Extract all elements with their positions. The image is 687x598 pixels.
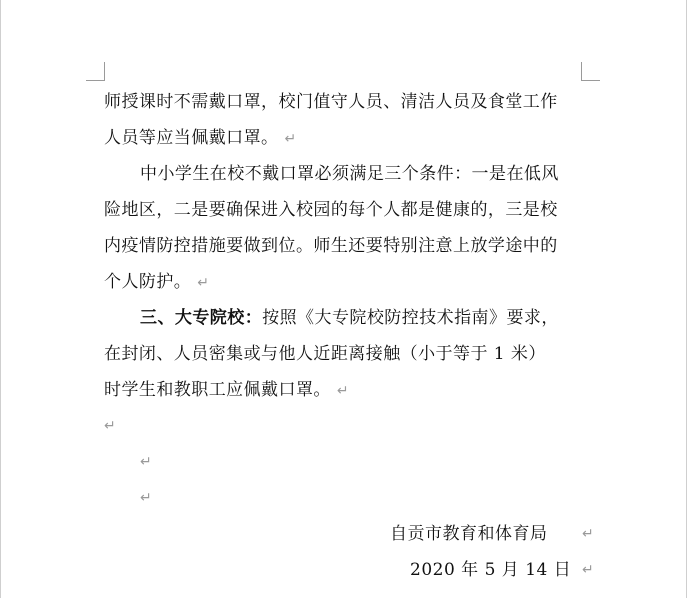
issuer-name: 自贡市教育和体育局 [390,524,548,544]
issue-date: 2020 年 5 月 14 日 [410,560,572,580]
signature-issuer-line [104,516,594,552]
paragraph-mark-icon: ↵ [197,275,210,291]
top-left-margin-mark [86,62,105,81]
text-line: 时学生和教职工应佩戴口罩。 ↵ [104,380,350,400]
empty-paragraph [104,408,582,444]
page-left-edge [0,0,1,598]
section-heading: 三、大专院校： [140,308,263,328]
document-body[interactable] [104,84,594,588]
paragraph-mark-icon: ↵ [284,131,297,147]
empty-paragraph [104,444,582,480]
text-line: 人员等应当佩戴口罩。 ↵ [104,128,297,148]
text-line: 内疫情防控措施要做到位。师生还要特别注意上放学途中的 [104,236,558,256]
paragraph-mark-icon: ↵ [336,383,350,399]
text-line: 险地区，二是要确保进入校园的每个人都是健康的，三是校 [104,200,558,220]
paragraph-mark-icon: ↵ [140,490,152,506]
text-line: 师授课时不需戴口罩，校门值守人员、清洁人员及食堂工作 [104,92,558,112]
top-right-margin-mark [581,62,600,81]
empty-paragraph [104,480,582,516]
text-line: 个人防护。 ↵ [104,272,210,292]
paragraph-mark-icon: ↵ [140,454,152,470]
paragraph-mark-icon: ↵ [104,418,116,434]
signature-date-line [104,552,594,588]
text-line: 在封闭、人员密集或与他人近距离接触（小于等于 1 米） [104,344,546,364]
paragraph-mark-icon: ↵ [582,562,594,578]
text-line: 中小学生在校不戴口罩必须满足三个条件：一是在低风 [140,164,559,184]
paragraph-mark-icon: ↵ [582,526,594,542]
text-line: 三、大专院校：按照《大专院校防控技术指南》要求， [140,308,559,328]
